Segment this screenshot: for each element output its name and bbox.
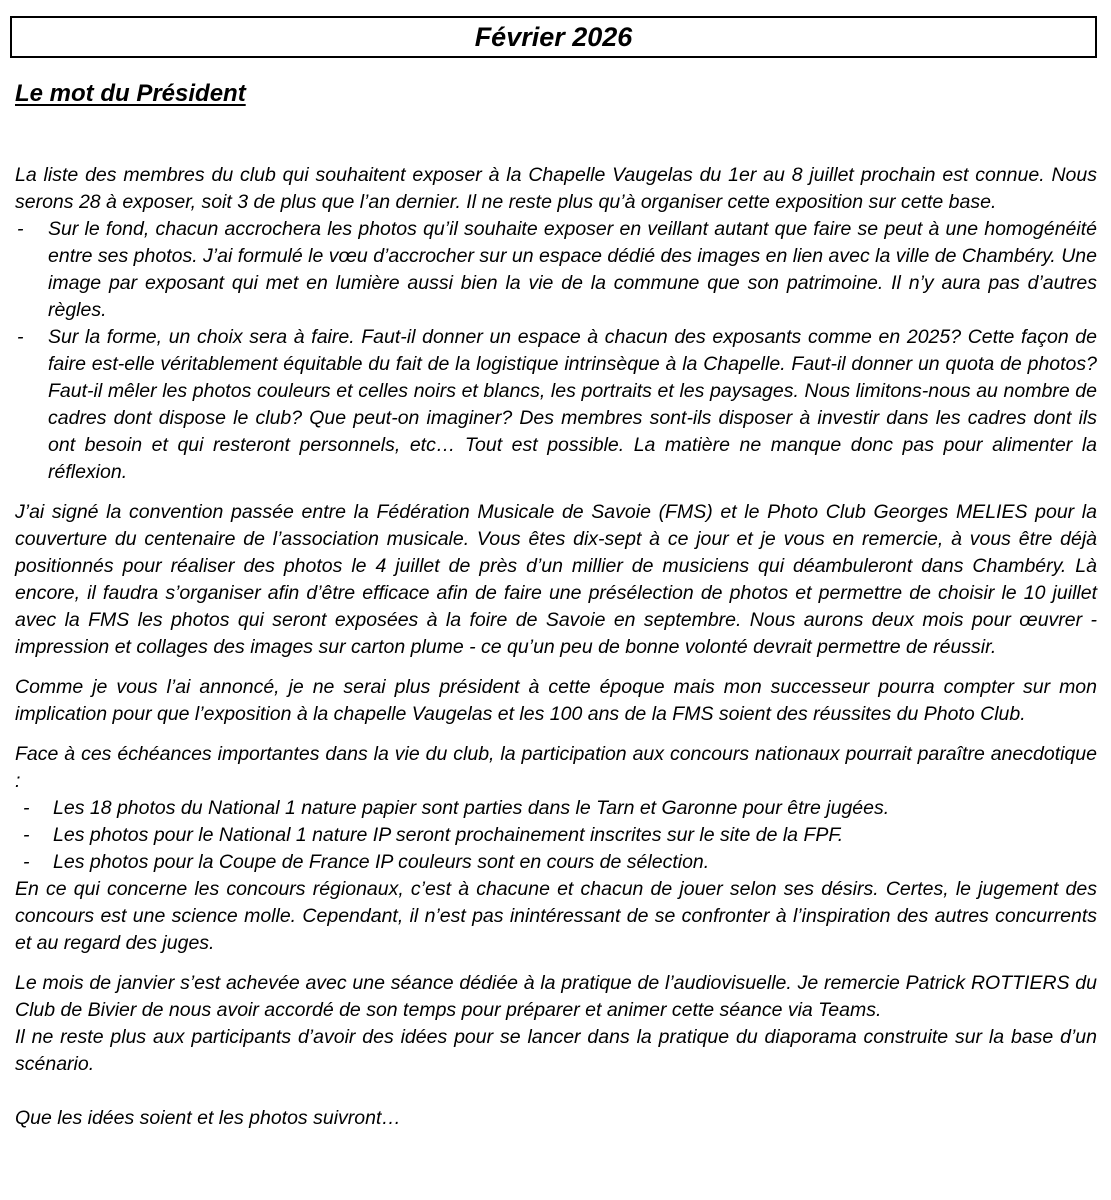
- paragraph-convention-fms: J’ai signé la convention passée entre la Fédération Musicale de Savoie (FMS) et le Photo Club Georges MELIES pour la couverture du centenaire de l’association musicale. Vous êtes dix-sept à ce jour et je vous en remercie, à vous être déjà positionnés pour réaliser des photos le 4 juillet de près d’un millier de musiciens qui déambuleront dans Chambéry. Là encore, il faudra s’organiser afin d’être efficace afin de faire une présélection de photos et permettre de choisir le 10 juillet avec la FMS les photos qui seront exposées à la foire de Savoie en septembre. Nous aurons deux mois pour œuvrer - impression et collages des images sur carton plume - ce qu’un peu de bonne volonté devrait permettre de réussir.: [15, 500, 1097, 658]
- dash-marker-icon: -: [17, 325, 24, 348]
- list-item: [15, 324, 1097, 486]
- dash-marker-icon: -: [23, 823, 30, 846]
- paragraph-intro: La liste des membres du club qui souhaitent exposer à la Chapelle Vaugelas du 1er au 8 juillet prochain est connue. Nous serons 28 à exposer, soit 3 de plus que l’an dernier. Il ne reste plus qu’à organiser cette exposition sur cette base.: [15, 163, 1097, 213]
- issue-title: Février 2026: [474, 21, 633, 52]
- list-item: [15, 216, 1097, 324]
- paragraph-contests-intro: Face à ces échéances importantes dans la vie du club, la participation aux concours nationaux pourrait paraître anecdotique :: [15, 742, 1097, 792]
- paragraph-diaporama: Il ne reste plus aux participants d’avoir des idées pour se lancer dans la pratique du diaporama construite sur la base d’un scénario.: [15, 1025, 1097, 1075]
- paragraph-january-session: Le mois de janvier s’est achevée avec une séance dédiée à la pratique de l’audiovisuelle. Je remercie Patrick ROTTIERS du Club de Bivier de nous avoir accordé de son temps pour préparer et animer cette séance via Teams.: [15, 971, 1097, 1021]
- list-national-contests: [15, 795, 1097, 876]
- issue-title-box: [10, 16, 1097, 58]
- blank-line-spacer: [15, 1078, 1097, 1105]
- list-item-text: Les photos pour la Coupe de France IP couleurs sont en cours de sélection.: [53, 850, 710, 873]
- document-content: [15, 80, 1097, 1132]
- paragraph-closing: Que les idées soient et les photos suivront…: [15, 1106, 401, 1129]
- list-item: [15, 795, 1097, 822]
- dash-marker-icon: -: [23, 796, 30, 819]
- list-item: [15, 822, 1097, 849]
- dash-marker-icon: -: [23, 850, 30, 873]
- paragraph-regional-contests: En ce qui concerne les concours régionaux, c’est à chacune et chacun de jouer selon ses désirs. Certes, le jugement des concours est une science molle. Cependant, il n’est pas inintéressant de se confronter à l’inspiration des autres concurrents et au regard des juges.: [15, 877, 1097, 954]
- list-item: [15, 849, 1097, 876]
- list-item-text: Les photos pour le National 1 nature IP seront prochainement inscrites sur le site de la FPF.: [53, 823, 844, 846]
- list-item-text: Sur la forme, un choix sera à faire. Faut-il donner un espace à chacun des exposants comme en 2025? Cette façon de faire est-elle véritablement équitable du fait de la logistique intrinsèque à la Chapelle. Faut-il donner un quota de photos? Faut-il mêler les photos couleurs et celles noirs et blancs, les portraits et les paysages. Nous limitons-nous au nombre de cadres dont dispose le club? Que peut-on imaginer? Des membres sont-ils disposer à investir dans les cadres dont ils ont besoin et qui resteront personnels, etc… Tout est possible. La matière ne manque donc pas pour alimenter la réflexion.: [48, 325, 1097, 483]
- dash-marker-icon: -: [17, 217, 24, 240]
- list-item-text: Les 18 photos du National 1 nature papier sont parties dans le Tarn et Garonne pour être jugées.: [53, 796, 890, 819]
- section-heading-wrap: [15, 80, 1097, 136]
- list-item-text: Sur le fond, chacun accrochera les photos qu’il souhaite exposer en veillant autant que faire se peut à une homogénéité entre ses photos. J’ai formulé le vœu d’accrocher sur un espace dédié des images en lien avec la ville de Chambéry. Une image par exposant qui met en lumière aussi bien la vie de la commune que son patrimoine. Il n’y aura pas d’autres règles.: [48, 217, 1097, 321]
- list-exposition-considerations: [15, 216, 1097, 486]
- paragraph-succession: Comme je vous l’ai annoncé, je ne serai plus président à cette époque mais mon successeur pourra compter sur mon implication pour que l’exposition à la chapelle Vaugelas et les 100 ans de la FMS soient des réussites du Photo Club.: [15, 675, 1097, 725]
- section-heading-president-word: Le mot du Président: [15, 80, 246, 107]
